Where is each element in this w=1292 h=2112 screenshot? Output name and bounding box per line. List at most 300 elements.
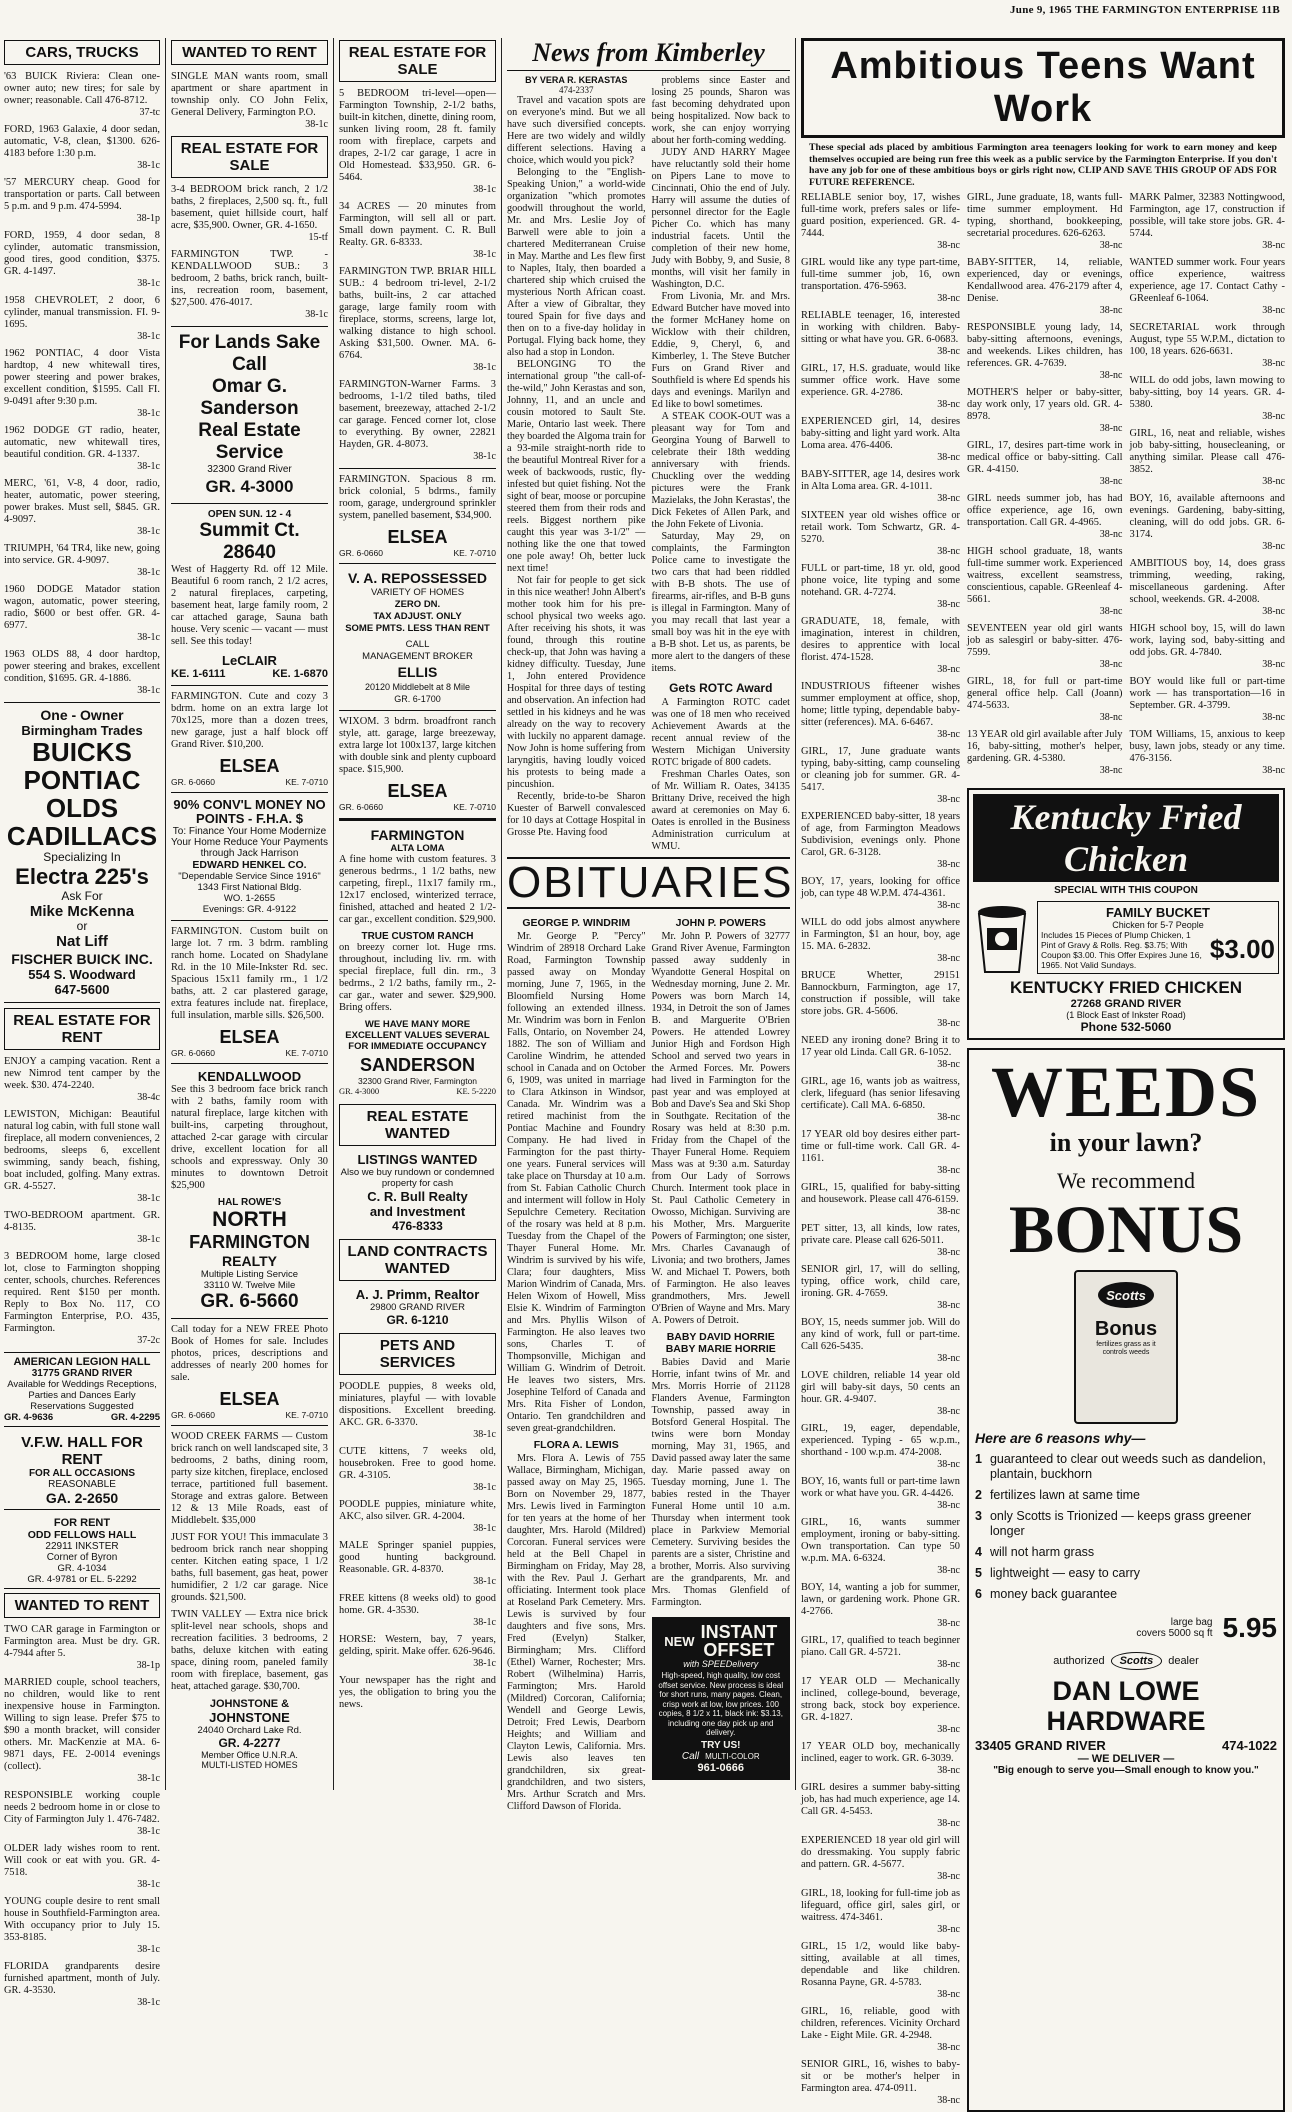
article-paragraph: Freshman Charles Oates, son of Mr. William R. Oates, 34135 Brittany Drive, received the high award at ceremonies on May 6. Oates is enrolled in the Business Administration curriculum at WMU. [651,769,790,852]
ad-text: RELIABLE senior boy, 17, wishes full-time work, prefers sales or life-guard position, experienced. GR. 4-7444. [801,192,960,239]
classified-ad [4,649,160,697]
sanderson-address: 32300 Grand River [207,464,292,475]
ad-text: BOY, 16, wants full or part-time lawn work or what have you. GR. 4-4426. [801,1476,960,1499]
article-paragraph: BELONGING TO the international group "the call-of-the-wild," John Kerastas and son, Johnny, 11, and an uncle and cousin motored to Sault Ste. Marie, Ontario last week. There they boarded the Algoma train for a 93-mile straight-north ride to the beautiful Montreal River for a week of backwoods, rustic, fly-infested but quiet fishing. Not the sight of bear, moose or porcupine steered them from their rods and reels. Biggest northern pike caught this year was 3-1/2" — nothing like the one that towed one pole away! Oh, better luck next time! [507,359,646,574]
custom-title: TRUE CUSTOM RANCH [361,931,474,942]
classified-ad [4,1896,160,1956]
pets-ads-list [339,1381,496,1670]
kendallwood-text: See this 3 bedroom face brick ranch with 2 baths, family room with natural fireplace, large kitchen with built-ins, carpeting throughout, attached 2-car garage with circular drive, excellent location for all schools and expressway. Only 30 minutes to downtown Detroit $25,900 [171,1084,328,1191]
reason-text: will not harm grass [989,1545,1095,1559]
ad-text: HIGH school boy, 15, will do lawn work, laying sod, baby-sitting and odd jobs. GR. 4-7840. [1129,623,1285,658]
ad-code: 38-1c [473,362,496,373]
ad-code: 38-1c [473,1658,496,1669]
summit-phone1: KE. 1-6111 [171,668,226,680]
ad-code: 38-nc [937,1765,960,1776]
classified-ad [1130,428,1286,488]
ad-text: GIRL would like any type part-time, full-time summer job, 16, own transportation. 476-5963. [801,257,960,292]
classified-ad [4,1109,160,1205]
va-phone: GR. 6-1700 [394,694,441,704]
ad-code: 38-1c [305,309,328,320]
divider [171,1425,328,1426]
classified-ad [967,387,1123,435]
classified-ad [801,970,960,1030]
divider [171,920,328,921]
ad-text: 1962 DODGE GT radio, heater, automatic, new whitewall tires, beautiful condition. GR. 4-1337. [4,425,160,460]
classified-ad [801,917,960,965]
paper-name: THE FARMINGTON ENTERPRISE [1075,4,1259,16]
ad-text: 5 BEDROOM tri-level—open—Farmington Township, 2-1/2 baths, built-in kitchen, dinette, dining room, sunken living room, 28 ft. family room with fireplace, carpets and drapes, 2-1/2 car garage, 1 acre in Old Homestead. $33,950. GR. 6-5464. [339,88,496,183]
ad-text: MOTHER'S helper or baby-sitter, day work only, 17 years old. GR. 4-8978. [967,387,1123,422]
johnstone-phone: GR. 4-2277 [218,1736,281,1750]
johnstone-mls: MULTI-LISTED HOMES [201,1760,298,1770]
ad-code: 38-nc [937,1112,960,1123]
ad-code: 38-1c [137,1997,160,2008]
sanderson-l6: Service [215,442,284,463]
ad-code: 38-nc [937,664,960,675]
summit-phone2: KE. 1-6870 [272,668,328,680]
classified-ad [801,1182,960,1218]
divider [339,468,496,469]
bonus-price: 5.95 [1222,1612,1277,1643]
ad-code: 38-nc [1262,541,1285,552]
ad-code: 38-1c [137,278,160,289]
ad-text: TOM Williams, 15, anxious to keep busy, lawn jobs, steady or any time. 476-3156. [1129,729,1285,764]
divider [171,792,328,793]
dealer-label: dealer [1168,1655,1199,1667]
nf-l3: REALTY [222,1253,277,1269]
oddfellows-corner: Corner of Byron [46,1552,118,1563]
ad-code: 38-nc [937,346,960,357]
classified-ad [801,257,960,305]
classified-ad [1130,257,1286,317]
ad-text: GIRL, 16, wants summer employment, ironing or baby-sitting. Own transportation. Can type 50 w.p.m. MA. 6-6324. [801,1517,960,1564]
classified-ad [1130,375,1286,423]
ad-code: 38-nc [937,2042,960,2053]
reason-text: guaranteed to clear out weeds such as dandelion, plantain, buckhorn [989,1452,1266,1481]
ad-text: POODLE puppies, 8 weeks old, miniatures, playful — with lovable dispositions. Excellent breeding. AKC. GR. 6-3370. [339,1381,496,1428]
ad-code: 38-nc [937,1406,960,1417]
ad-code: 38-nc [937,1165,960,1176]
ad-code: 38-nc [1262,240,1285,251]
summit-title: Summit Ct. 28640 [199,520,300,563]
ad-text: CUTE kittens, 7 weeks old, housebroken. Free to good home. GR. 4-3105. [339,1446,496,1481]
ad-code: 38-1c [137,1193,160,1204]
classified-column-2 [171,38,328,1790]
ad-code: 38-nc [937,2095,960,2106]
ad-code: 38-1c [473,184,496,195]
page-header [1010,4,1280,34]
section-heading-land: LAND CONTRACTS WANTED [339,1239,496,1281]
ad-code: 38-nc [937,1618,960,1629]
va-name: ELLIS [397,664,438,680]
ad-text: 1960 DODGE Matador station wagon, automatic, power steering, radio, $600 or best offer. GR. 4-6977. [4,584,160,631]
teens-intro: These special ads placed by ambitious Farmington area teenagers looking for work to earn money and keep themselves occupied are being run free this week as a public service by the Farmington Enterprise. If you don't have any job for one of these ambitious boys or girls right now, CLIP AND SAVE THIS GROUP OF ADS FOR FUTURE REFERENCE. [809,142,1277,188]
column-rule [501,38,502,1790]
ad-text: 1963 OLDS 88, 4 door hardtop, power steering and brakes, excellent condition, $1695. GR. 4-1886. [4,649,160,684]
ad-code: 38-1c [473,249,496,260]
fischer-or: or [76,919,88,933]
classified-ad [339,1593,496,1629]
ad-code: 38-nc [937,293,960,304]
classified-ad [801,363,960,411]
ad-code: 38-nc [1099,765,1123,776]
offset-sub: with SPEEDelivery [683,1659,759,1669]
authorized-label: authorized [1053,1655,1105,1667]
listings-text: Also we buy rundown or condemned property for cash [340,1167,495,1189]
section-heading-sale: REAL ESTATE FOR SALE [339,40,496,82]
offset-title1: INSTANT [700,1622,778,1642]
elsea-phone1: GR. 6-0660 [171,1048,215,1058]
obit-name: BABY MARIE HORRIE [665,1343,776,1355]
reason-text: only Scotts is Trionized — keeps grass greener longer [989,1509,1252,1538]
classified-ad [1130,192,1286,252]
classified-ad [801,746,960,806]
nf-address: 33110 W. Twelve Mile [203,1280,296,1291]
fischer-make: CADILLACS [6,821,158,851]
classified-ad [801,1941,960,2001]
sanderson-l3: Omar G. [212,376,287,397]
column-rule [165,38,166,1790]
classified-ad: WOOD CREEK FARMS — Custom brick ranch on well landscaped site, 3 bedrooms, 2 baths, dining room, party size kitchen, fireplace, enclosed terrace, partitioned full basement. Storage and extras galore. Between 12 & 13 Mile Roads, east of Middlebelt. $35,000 [171,1431,328,1526]
ad-code: 38-nc [937,599,960,610]
kfc-price: $3.00 [1209,934,1275,964]
elsea-ad [171,1389,328,1420]
reason-text: fertilizes lawn at same time [989,1488,1141,1502]
legion-line: Available for Weddings Receptions, Parties and Dances Early Reservations Suggested [7,1379,157,1412]
teens-col-b [967,192,1123,782]
classified-ad [801,876,960,912]
sanderson-l2: Call [232,354,267,375]
obituaries-body [507,913,790,1813]
ad-text: PET sitter, 13, all kinds, low rates, private care. Please call 626-5011. [801,1223,960,1246]
johnstone-ad [171,1698,328,1770]
section-heading-wanted: WANTED TO RENT [4,1593,160,1618]
kfc-ad [967,788,1285,1040]
store-address: 33405 GRAND RIVER [975,1738,1106,1753]
oddfellows-phone3: or EL. 5-2292 [79,1574,137,1585]
reason-number: 2 [975,1488,982,1502]
listings-name2: and Investment [369,1204,466,1219]
kfc-includes: Includes 15 Pieces of Plump Chicken, 1 Pint of Gravy & Rolls. Reg. $3.75; With Coupon $3.00. This Offer Expires June 16, 1965. Not Valid Sundays. [1041,929,1202,970]
divider [171,503,328,504]
fischer-buick-ad [4,708,160,997]
classified-ad: FARMINGTON. Spacious 8 rm. brick colonial, 5 bdrms., family room, garage, underground sprinkler system, panelled basement, $34,900. [339,474,496,521]
elsea-phone2: KE. 7-0710 [453,548,496,558]
ad-text: RESPONSIBLE young lady, 14, baby-sitting afternoons, evenings, and weekends. Likes children, has references. GR. 4-7639. [967,322,1123,369]
ad-code: 38-nc [937,1300,960,1311]
ad-code: 38-1c [473,451,496,462]
nf-top: HAL ROWE'S [217,1197,282,1208]
classified-ad [801,1264,960,1312]
ad-text: GRADUATE, 18, female, with imagination, interest in children, desires to apprentice with local florist. 474-1528. [801,616,960,663]
kimberley-title: News from Kimberley [532,38,765,67]
ad-code: 38-1c [137,567,160,578]
oddfellows-phone1: GR. 4-1034 [57,1563,107,1574]
classified-ad [801,1423,960,1471]
elsea-phone1: GR. 6-0660 [339,802,383,812]
ad-text: RELIABLE teenager, 16, interested in working with children. Baby-sitting or what have you. GR. 6-0683. [801,310,960,345]
classified-ad [801,1635,960,1671]
henkel-phone2: Evenings: GR. 4-9122 [202,904,297,915]
va-l3: TAX ADJUST. ONLY [373,611,462,622]
elsea-phone2: KE. 7-0710 [285,1410,328,1420]
obit-text: Mrs. Flora A. Lewis of 755 Wallace, Birmingham, Michigan, passed away on May 25, 1965. Born on November 29, 1877, Mrs. Lewis lived in Farmington for ten years at the home of her daughter, Mrs. Harold (Mildred) Corcoran. Funeral services were held at the Bell Chapel in Birmingham on Friday, May 28, with the Rev. Paul J. Gerhart officiating. Interment took place at Roseland Park Cemetery. Mrs. Lewis is survived by four daughters and five sons, Mrs. Fred (Evelyn) Stalker, Birmingham; Mrs. Clifford (Ethel) Warner, Rochester; Mrs. Robert (Wilhelmina) Harris, Farmington; Mrs. Harold (Mildred) Corcoran, California; Wendell and George Lewis, Detroit; Fred Lewis, Dearborn Heights; and William and Clayton Lewis, California. Mrs. Lewis also leaves ten grandchildren, six great-grandchildren, and two sisters, Mrs. Arthur Scratch and Mrs. Clifford Dawson of Florida. [507,1453,646,1812]
offset-new: NEW [664,1633,695,1649]
ad-code: 38-nc [937,1206,960,1217]
ad-text: BABY-SITTER, age 14, desires work in Alta Loma area. GR. 4-1011. [801,469,960,492]
listings-wanted-ad [339,1152,496,1233]
classified-ad [4,584,160,644]
va-l5: CALL [405,639,430,650]
ad-code: 38-1c [137,160,160,171]
ad-text: EXPERIENCED baby-sitter, 18 years of age, from Farmington Meadows Subdivision, evenings only. Phone Carol, GR. 6-3128. [801,811,960,858]
classified-ad [801,2059,960,2107]
kimberley-byline: BY VERA R. KERASTAS [525,75,628,85]
ad-code: 38-nc [937,729,960,740]
section-heading-rent: REAL ESTATE FOR RENT [4,1008,160,1050]
ad-text: BRUCE Whetter, 29151 Bannockburn, Farmington, age 17, construction if possible, will take store jobs. GR. 4-5606. [801,970,960,1017]
classified-ad [4,1056,160,1104]
ad-text: INDUSTRIOUS fifteener wishes summer employment at office, shop, home; little typing, dependable baby-sitter (references). MA. 6-6467. [801,681,960,728]
farmington-text: A fine home with custom features. 3 generous bedrms., 1 1/2 baths, new carpeting, firepl., 11x17 family rm., 12x17 enclosed, winterized terrace, finished, attached and heated 2 1/2-car gar., excellent condition. $29,900. [339,854,496,925]
ad-text: FREE kittens (8 weeks old) to good home. GR. 4-3530. [339,1593,496,1616]
more-values: WE HAVE MANY MORE EXCELLENT VALUES SEVERAL FOR IMMEDIATE OCCUPANCY [345,1019,490,1052]
classified-ad [801,1782,960,1830]
classified-ad [4,543,160,579]
section-heading-sale: REAL ESTATE FOR SALE [171,136,328,178]
reason-number: 3 [975,1509,982,1523]
summit-text: West of Haggerty Rd. off 12 Mile. Beautiful 6 room ranch, 2 1/2 acres, 2 natural fireplaces, carpeting, basement heat, large family room, 2 car attached garage, Sauna bath house. Very scenic — vacant — must sell. See this today! [171,564,328,647]
ad-text: BOY would like full or part-time work — has transportation—16 in September. GR. 4-3799. [1129,676,1285,711]
ad-code: 38-1c [137,331,160,342]
ad-code: 38-nc [1099,370,1123,381]
fischer-phone: 647-5600 [54,982,110,997]
ad-text: MARRIED couple, school teachers, no children, would like to rent inexpensive house in Farmington. Willing to sign lease. Prefer $75 to $90 a month bracket, will consider others. Mr. MacKenzie at MA. 6-9871 days, FE. 2-0014 evenings (collect). [4,1677,160,1772]
ad-text: AMBITIOUS boy, 14, does grass trimming, weeding, raking, miscellaneous gardening. After school, weekends. GR. 4-2008. [1129,558,1285,605]
divider [339,710,496,711]
teens-columns [801,192,1285,2112]
classified-ad [801,416,960,464]
store-slogan: "Big enough to serve you—Small enough to know you." [993,1765,1259,1776]
ad-text: WILL do odd jobs almost anywhere in Farmington, $1 an hour, boy, age 15. MA. 6-2832. [801,917,960,952]
nf-phone: GR. 6-5660 [200,1291,299,1312]
divider [171,326,328,327]
ad-text: YOUNG couple desire to rent small house in Southfield-Farmington area. With occupancy prior to July 15. 353-8185. [4,1896,160,1943]
sanderson-l5: Real Estate [198,420,301,441]
classified-ad [801,1582,960,1630]
elsea-name: ELSEA [219,1389,280,1409]
vfw-line: FOR ALL OCCASIONS [28,1468,136,1479]
ad-code: 38-nc [937,953,960,964]
ad-text: OLDER lady wishes room to rent. Will cook or eat with you. GR. 4-7518. [4,1843,160,1878]
ad-code: 38-1c [473,1482,496,1493]
classified-ad [1130,729,1286,777]
classified-ad [801,1676,960,1736]
classified-ad: WIXOM. 3 bdrm. broadfront ranch style, att. garage, large breezeway, extra large lot 100x137, large kitchen with double sink and plenty cupboard space. $15,900. [339,716,496,775]
kfc-serves: Chicken for 5-7 People [1112,919,1204,930]
ad-code: 38-1c [137,632,160,643]
ad-code: 38-1c [473,1523,496,1534]
henkel-phone1: WO. 1-2655 [223,893,276,904]
ad-code: 38-1c [137,461,160,472]
elsea-name: ELSEA [387,781,448,801]
article-paragraph: Belonging to the "English-Speaking Union," a world-wide organization "which promotes goodwill throughout the world, Mr. and Mrs. Leslie Joy of Barwell were able to join a chartered Mediterranean Cruise in May. Marthe and Les flew first to Naples, Italy, then boarded a chartered ship which cruised the mysterious North African coast. After a view of Gibraltar, they toured Spain for five days and then on to a five-day holiday in Portugal. Flying back home, they also had a stop in London. [507,167,646,358]
ad-text: BOY, 15, needs summer job. Will do any kind of work, full or part-time. Call 626-5435. [801,1317,960,1352]
ad-code: 38-nc [937,900,960,911]
va-l6: MANAGEMENT BROKER [362,651,473,662]
reason-number: 5 [975,1566,982,1580]
ad-text: 13 YEAR old girl available after July 16, baby-sitting, mother's helper, gardening. GR. 4-5380. [967,729,1123,764]
ad-code: 38-nc [1099,240,1123,251]
ad-text: MALE Springer spaniel puppies, good hunting background. Reasonable. GR. 4-8370. [339,1540,496,1575]
ad-code: 38-nc [937,399,960,410]
elsea-phone1: GR. 6-0660 [339,548,383,558]
ad-text: GIRL, 15 1/2, would like baby-sitting, available at all times, dependable and like children. Rosanna Payne, GR. 4-5783. [801,1941,960,1988]
divider [171,685,328,686]
article-paragraph: problems since Easter and losing 25 pounds, Sharon was fast becoming dehydrated upon being hospitalized. Now back to work, she can enjoy worrying about her forth-coming wedding. [651,75,790,146]
classified-ad [801,310,960,358]
fischer-model: Electra 225's [15,864,149,889]
johnstone-l2: JOHNSTONE [209,1710,290,1725]
ad-text: GIRL, 18, looking for full-time job as lifeguard, office girl, sales girl, or waitress. 474-3461. [801,1888,960,1923]
fischer-ask: Ask For [61,889,103,903]
ad-text: MERC, '61, V-8, 4 door, radio, heater, automatic, power steering, power brakes. Must sell, $845. GR. 4-9097. [4,478,160,525]
obit-name: BABY DAVID HORRIE [666,1331,775,1343]
ad-code: 38-nc [1262,358,1285,369]
primm-name: A. J. Primm, Realtor [355,1287,480,1302]
bag-covers: covers 5000 sq ft [1136,1628,1213,1639]
offset-title2: OFFSET [703,1640,775,1660]
ad-text: ENJOY a camping vacation. Rent a new Nimrod tent camper by the week. $30. 474-2240. [4,1056,160,1091]
ad-text: TWO CAR garage in Farmington or Farmington area. Must be dry. GR. 4-7944 after 5. [4,1624,160,1659]
ad-text: GIRL, 15, qualified for baby-sitting and housework. Please call 476-6159. [801,1182,960,1205]
classified-ad [801,1741,960,1777]
classified-ad [339,201,496,261]
classified-ad [4,1843,160,1891]
ad-text: TWO-BEDROOM apartment. GR. 4-8135. [4,1210,160,1233]
ad-code: 38-nc [1099,659,1123,670]
farmington-title: FARMINGTON [370,827,465,843]
kimberley-col-a [507,95,646,839]
fischer-specializing: Specializing In [43,850,121,864]
ad-text: 17 YEAR OLD — Mechanically inclined, college-bound, beverage, strong back, stock boy experience. GR. 4-1827. [801,1676,960,1723]
teens-col-c [1130,192,1286,782]
classified-ad [801,1835,960,1883]
sanderson-listings-ad [339,827,496,1096]
ad-code: 38-nc [1099,606,1123,617]
divider [4,1002,160,1003]
elsea-ad [339,781,496,812]
ad-code: 38-1c [137,1773,160,1784]
classified-ad [4,1624,160,1672]
ad-code: 38-nc [937,1459,960,1470]
sanderson2-address: 32300 Grand River, Farmington [357,1076,478,1086]
ad-text: MARK Palmer, 32383 Nottingwood, Farmington, age 17, construction if possible, will take store jobs. GR. 4-5744. [1129,192,1285,239]
ad-text: GIRL, 17, desires part-time work in medical office or baby-sitting. Call GR. 4-4150. [967,440,1123,475]
classified-ad [339,1499,496,1535]
reason-text: lightweight — easy to carry [989,1566,1141,1580]
classified-ad [801,1317,960,1365]
fischer-make: OLDS [45,793,119,823]
ad-code: 38-4c [137,1092,160,1103]
ad-code: 38-1c [137,1826,160,1837]
kfc-phone: Phone 532-5060 [1080,1020,1172,1034]
ad-code: 38-nc [937,1724,960,1735]
classified-ad [339,1446,496,1494]
ad-text: '63 BUICK Riviera: Clean one-owner auto; new tires; for sale by owner; reasonable. Call 476-8712. [4,71,160,106]
divider [339,818,496,821]
ad-code: 38-nc [937,1247,960,1258]
ad-code: 38-nc [937,1924,960,1935]
va-l1: VARIETY OF HOMES [370,587,465,598]
classified-ad [801,563,960,611]
reason-item [975,1509,1277,1539]
classified-ad [801,2006,960,2054]
classified-ad [801,1076,960,1124]
kendallwood-title: KENDALLWOOD [197,1069,302,1084]
instant-offset-ad [652,1617,791,1780]
classified-ad [967,676,1123,724]
kfc-coupon: SPECIAL WITH THIS COUPON [1054,885,1198,896]
legion-name: AMERICAN LEGION HALL [13,1356,151,1368]
odd-fellows-ad [4,1514,160,1589]
ad-text: SENIOR girl, 17, will do selling, typing, office work, child care, ironing. GR. 4-7659. [801,1264,960,1299]
ad-text: FARMINGTON-Warner Farms. 3 bedrooms, 1-1/2 tiled baths, tiled basement, breezeway, attached 2-1/2 car garage. Fenced corner lot, close to everything. By owner, 22821 Hayden, GR. 4-8073. [339,379,496,450]
classified-ad [171,249,328,321]
ad-code: 38-1c [137,408,160,419]
ad-code: 38-nc [937,1659,960,1670]
reason-number: 6 [975,1587,982,1601]
classified-ad [4,230,160,290]
ad-code: 38-nc [937,493,960,504]
issue-date: June 9, 1965 [1010,4,1072,16]
ad-code: 38-nc [937,1871,960,1882]
obit-name: JOHN P. POWERS [675,917,766,929]
listings-title: LISTINGS WANTED [357,1152,478,1167]
ad-code: 38-nc [937,859,960,870]
vfw-name: V.F.W. HALL FOR RENT [21,1434,143,1468]
sanderson2-phone1: GR. 4-3000 [339,1086,380,1096]
article-paragraph: JUDY AND HARRY Magee have reluctantly sold their home on Pipers Lane to move to Cincinnati, Ohio the end of July. Harry will assume the duties of personnel director for the Eagle Picher Co. which has many industrial facets. Until the completion of their new home, Judy with Bobby, 9, and Susie, 8 months, will visit her family in Washington, D.C. [651,147,790,290]
obit-text: Babies David and Marie Horrie, infant twins of Mr. and Mrs. Morris Horrie of 21128 Flanders Avenue, Farmington Township, passed away in Botsford General Hospital. The twins were born Monday morning, May 31, 1965, and David passed away later the same day. Marie passed away on Tuesday morning, June 1. The babies rested in the Thayer Funeral Home until 10 a.m. Thursday when interment took place in Parkview Memorial Cemetery. Surviving besides the parents are a sister, Christine and a brother, Morris. Also surviving are the grandparents, Mr. and Mrs. Thomas Glenfield of Farmington. [651,1357,790,1608]
ad-code: 38-1c [137,1234,160,1245]
kimberley-phone: 474-2337 [559,85,594,95]
bag-name: Bonus [1094,1318,1158,1340]
listings-name1: C. R. Bull Realty [367,1189,468,1204]
car-ads-list [4,71,160,697]
ad-text: FARMINGTON TWP. BRIAR HILL SUB.: 4 bedroom tri-level, 2-1/2 baths, built-ins, 2 car attached garage, large family room with fireplace, storms, screens, large lot, walking distance to high school. Asking $31,500. Owner. MA. 6-6764. [339,266,496,361]
oddfellows-name: ODD FELLOWS HALL [27,1529,137,1541]
ad-text: SEVENTEEN year old girl wants job as salesgirl or baby-sitter. 476-7599. [967,623,1123,658]
page-number: 11B [1261,4,1280,16]
wanted-ads-list [4,1624,160,2009]
classified-ad: FARMINGTON. Custom built on large lot. 7 rm. 3 bdrm. rambling ranch home. Located on Shadylane Rd. in the 10 Mile-Inkster Rd. sec. Spacious 15x11 family rm., 1 1/2 baths, att. 2 car plastered garage, extra features include nat. fireplace, full insulation, marble sills. $26,500. [171,926,328,1021]
ad-text: SIXTEEN year old wishes office or retail work. Tom Schwartz, GR. 4-5270. [801,510,960,545]
offset-text: High-speed, high quality, low cost offset service. New process is ideal for short runs, many pages. Clean, crisp work at low, low prices. 100 copies, 8 1/2 x 11, black ink: $3.13, including one day pick up and delivery. [658,1671,784,1737]
ad-text: EXPERIENCED girl, 14, desires baby-sitting and light yard work. Alta Loma area. 476-4406. [801,416,960,451]
classified-ad [967,257,1123,317]
classified-ad [4,425,160,473]
custom-text: on breezy corner lot. Huge rms. throughout, including liv. rm. with special fireplace, full din. rm., 3 bedrms., 2 1/2 baths, family rm., 2-car gar., water and sewer. $29,900. Bring offers. [339,942,496,1013]
fischer-line1: One - Owner [40,707,124,723]
classified-ad [967,440,1123,488]
classified-ad [339,88,496,196]
summit-name: LeCLAIR [222,653,277,668]
classified-ad [4,1251,160,1347]
fischer-dealer: FISCHER BUICK INC. [11,951,153,967]
classified-ad [1130,493,1286,553]
ad-text: FORD, 1959, 4 door sedan, 8 cylinder, automatic transmission, good tires, good condition, $375. GR. 4-1497. [4,230,160,277]
